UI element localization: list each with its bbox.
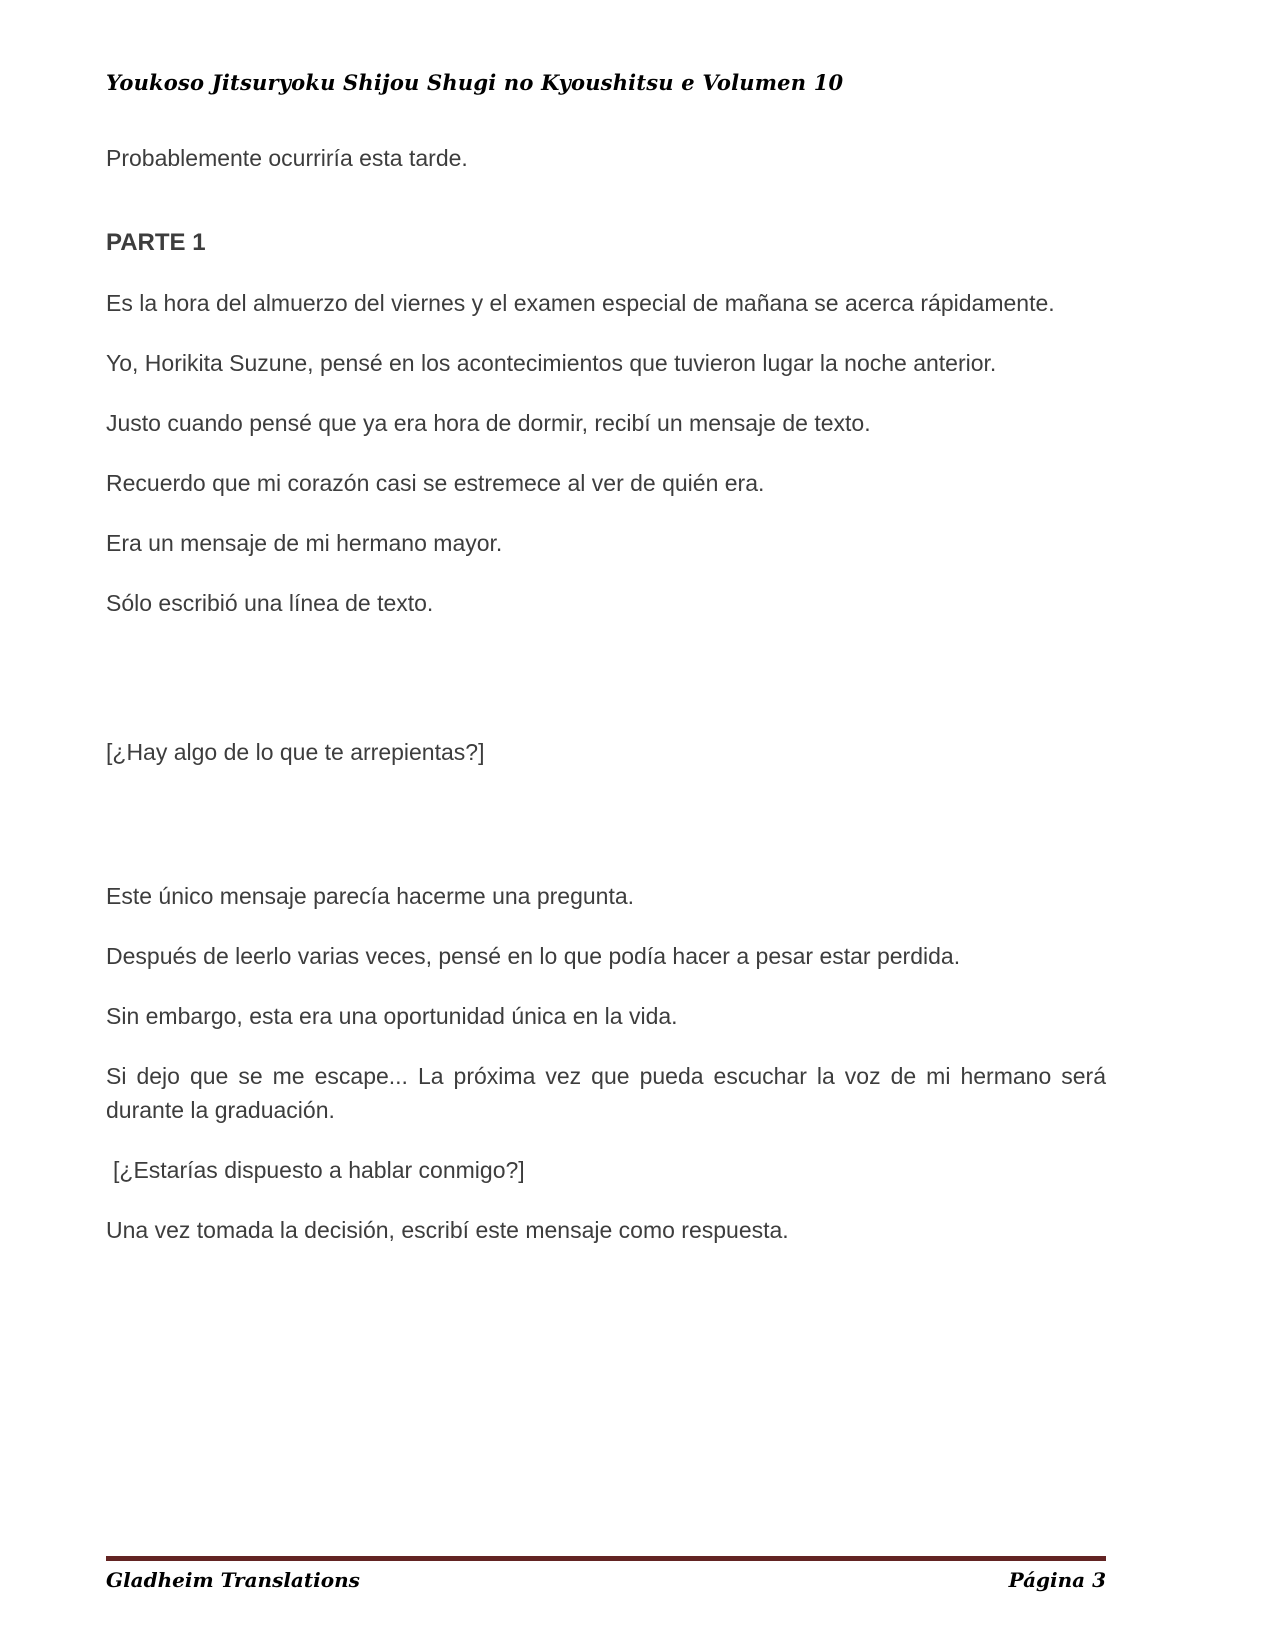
page-footer bbox=[106, 1556, 1106, 1592]
footer-rule bbox=[106, 1556, 1106, 1561]
paragraph: Es la hora del almuerzo del viernes y el examen especial de mañana se acerca rápidamente. bbox=[106, 290, 1055, 316]
bracketed-message: [¿Estarías dispuesto a hablar conmigo?] bbox=[113, 1157, 525, 1183]
footer-page-number: Página 3 bbox=[1008, 1568, 1106, 1592]
paragraph: Probablemente ocurriría esta tarde. bbox=[106, 145, 468, 171]
footer-translator-name: Gladheim Translations bbox=[106, 1568, 360, 1592]
header-title: Youkoso Jitsuryoku Shijou Shugi no Kyoushitsu e Volumen 10 bbox=[106, 70, 844, 95]
paragraph: Después de leerlo varias veces, pensé en lo que podía hacer a pesar estar perdida. bbox=[106, 943, 961, 969]
paragraph: Este único mensaje parecía hacerme una pregunta. bbox=[106, 883, 635, 909]
paragraph: Una vez tomada la decisión, escribí este mensaje como respuesta. bbox=[106, 1217, 789, 1243]
paragraph: Era un mensaje de mi hermano mayor. bbox=[106, 530, 503, 556]
document-body bbox=[106, 141, 1106, 1273]
footer-row bbox=[106, 1568, 1106, 1592]
section-heading: PARTE 1 bbox=[106, 229, 206, 256]
paragraph: Justo cuando pensé que ya era hora de dormir, recibí un mensaje de texto. bbox=[106, 410, 871, 436]
paragraph: Recuerdo que mi corazón casi se estremece al ver de quién era. bbox=[106, 470, 765, 496]
paragraph: Si dejo que se me escape... La próxima vez que pueda escuchar la voz de mi hermano será durante la graduación. bbox=[106, 1063, 1106, 1123]
paragraph: Yo, Horikita Suzune, pensé en los acontecimientos que tuvieron lugar la noche anterior. bbox=[106, 350, 997, 376]
page-header bbox=[106, 70, 1106, 95]
paragraph: Sin embargo, esta era una oportunidad única en la vida. bbox=[106, 1003, 678, 1029]
paragraph: Sólo escribió una línea de texto. bbox=[106, 590, 434, 616]
bracketed-message: [¿Hay algo de lo que te arrepientas?] bbox=[106, 739, 485, 765]
